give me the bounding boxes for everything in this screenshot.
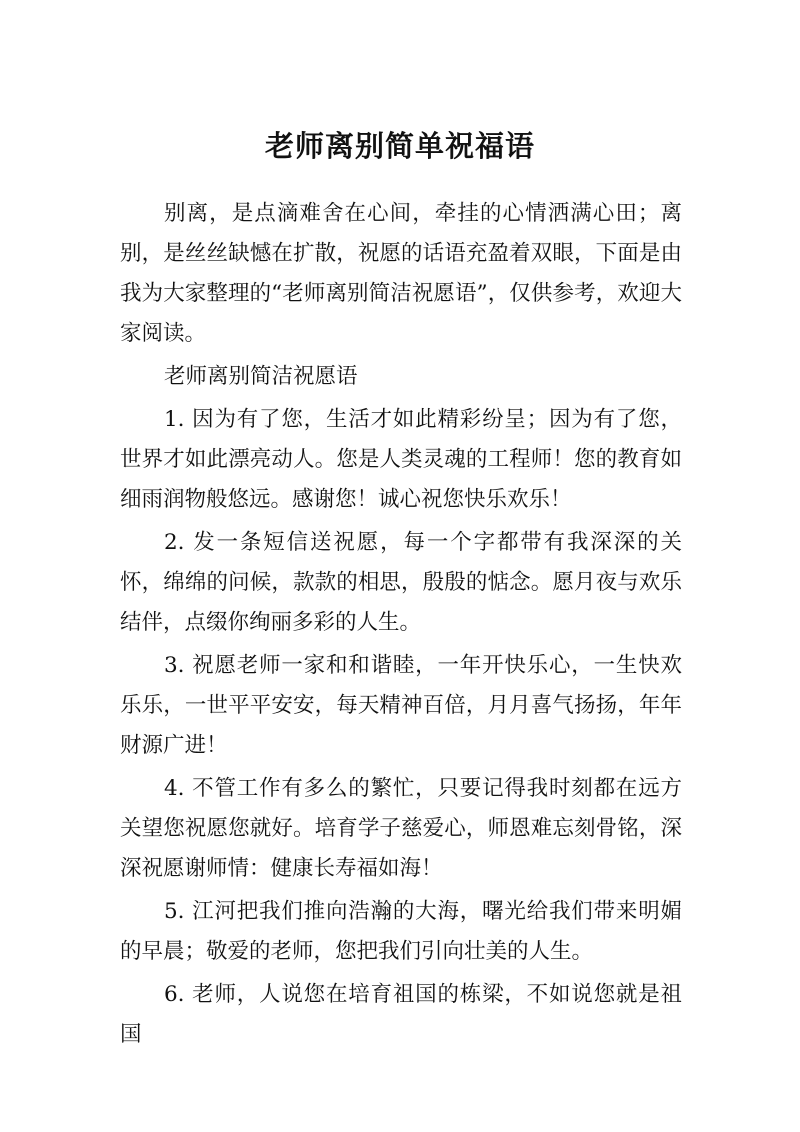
list-item-6: 6. 老师，人说您在培育祖国的栋梁，不如说您就是祖国: [120, 982, 682, 1047]
document-title: 老师离别简单祝福语: [264, 129, 535, 163]
list-item-1: 1. 因为有了您，生活才如此精彩纷呈；因为有了您，世界才如此漂亮动人。您是人类灵魂的工程师！您的教育如细雨润物般悠远。感谢您！诚心祝您快乐欢乐！: [120, 407, 682, 512]
list-item-5: 5. 江河把我们推向浩瀚的大海，曙光给我们带来明媚的早晨；敬爱的老师，您把我们引向壮美的人生。: [120, 899, 682, 964]
list-item-3: 3. 祝愿老师一家和和谐睦，一年开快乐心，一生快欢乐乐，一世平平安安，每天精神百倍，月月喜气扬扬，年年财源广进！: [120, 653, 682, 758]
list-item-2: 2. 发一条短信送祝愿，每一个字都带有我深深的关怀，绵绵的问候，款款的相思，殷殷的惦念。愿月夜与欢乐结伴，点缀你绚丽多彩的人生。: [120, 530, 682, 635]
intro-paragraph: 别离，是点滴难舍在心间，牵挂的心情洒满心田；离别，是丝丝缺憾在扩散，祝愿的话语充盈着双眼，下面是由我为大家整理的“老师离别简洁祝愿语”，仅供参考，欢迎大家阅读。: [120, 201, 682, 346]
section-subtitle: 老师离别简洁祝愿语: [164, 364, 358, 389]
document-body: [120, 194, 682, 1055]
list-item-4: 4. 不管工作有多么的繁忙，只要记得我时刻都在远方关望您祝愿您就好。培育学子慈爱心，师恩难忘刻骨铭，深深祝愿谢师情：健康长寿福如海！: [120, 776, 682, 881]
